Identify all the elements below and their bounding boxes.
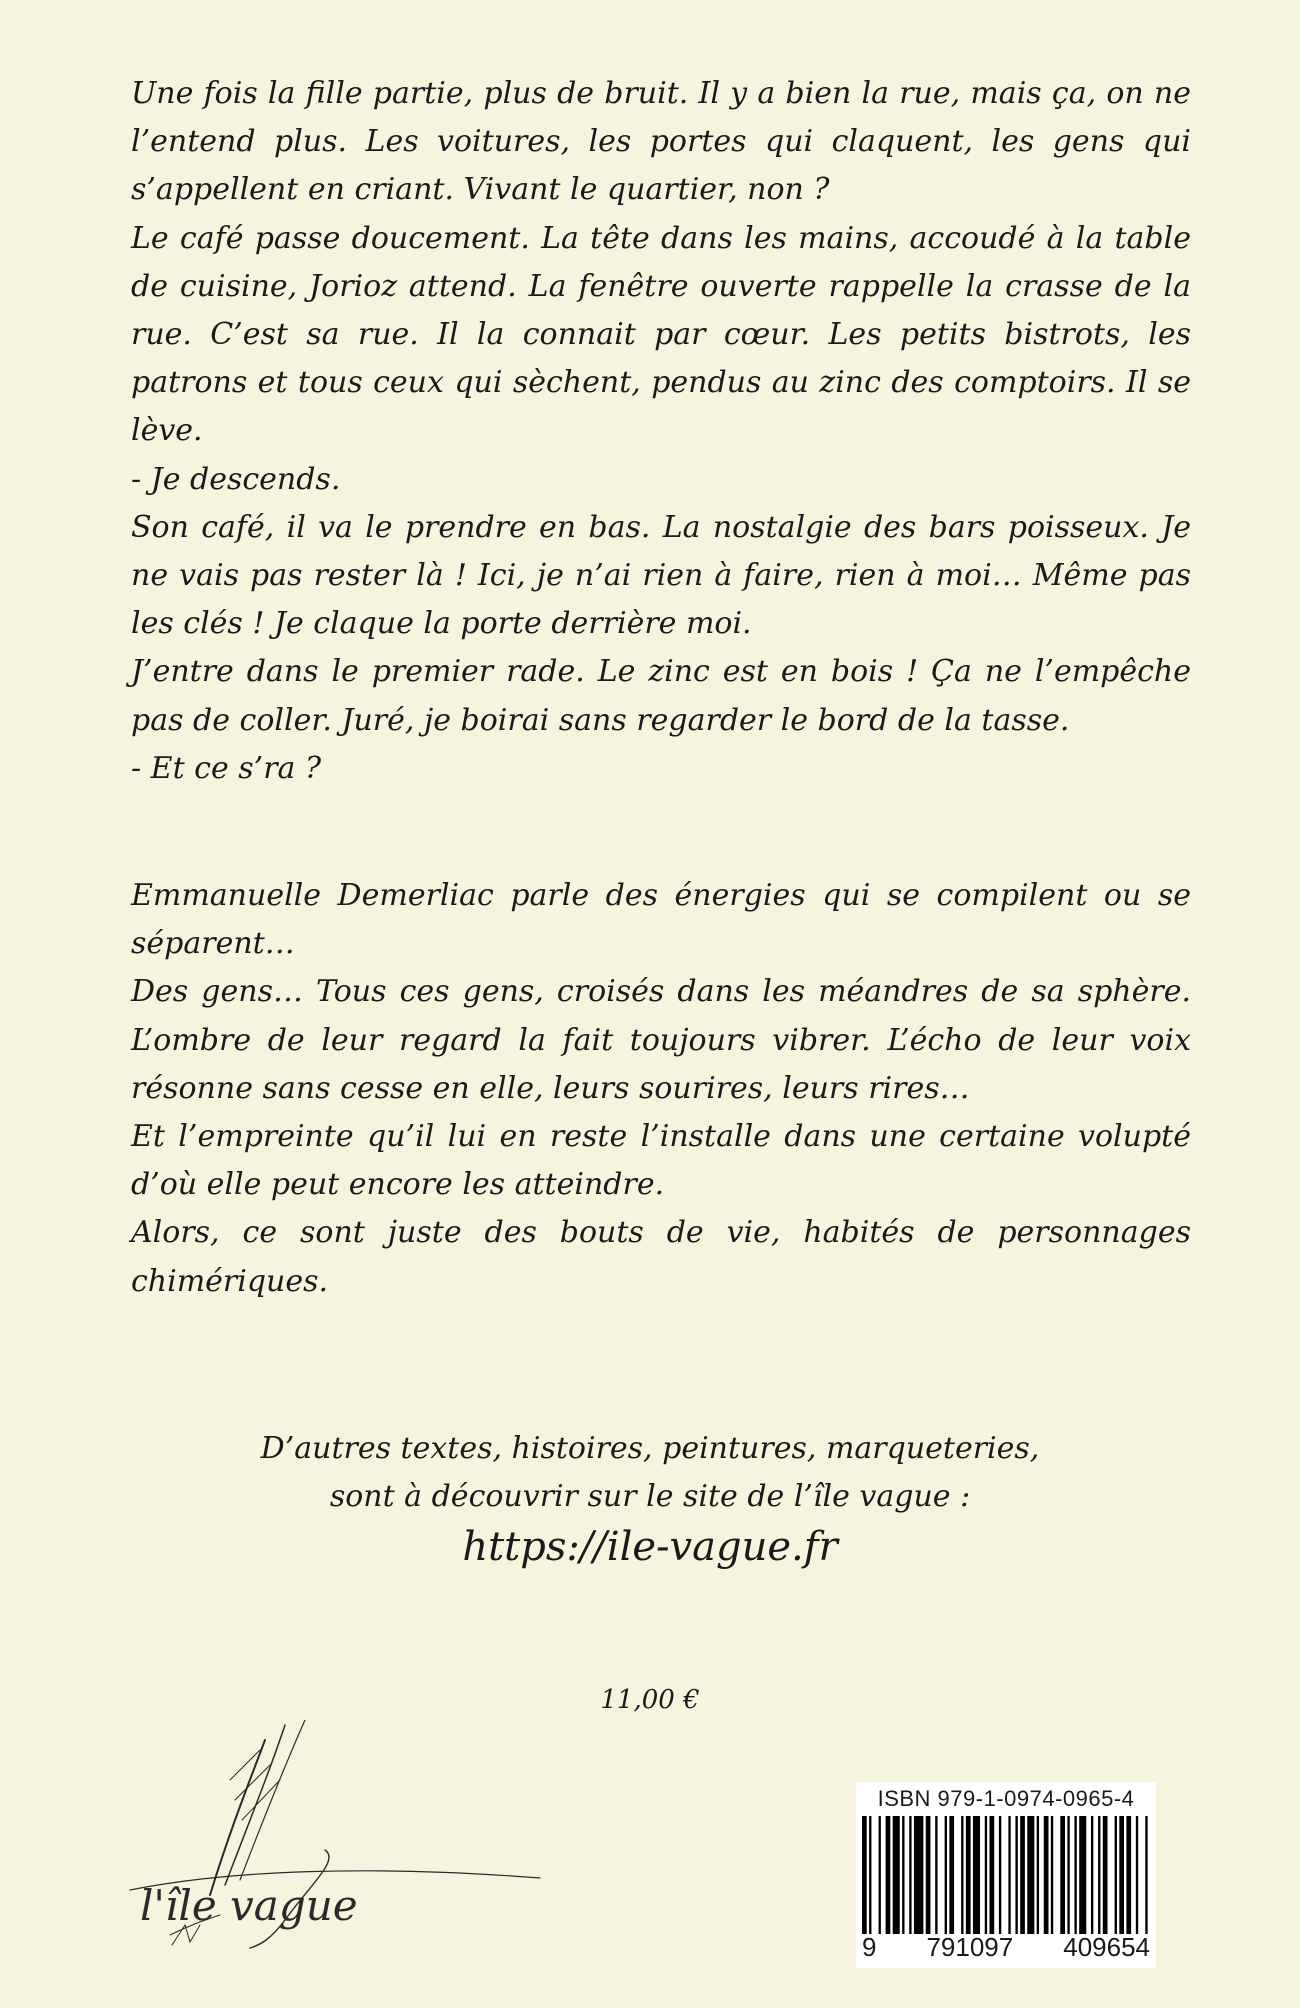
barcode-bar	[869, 1816, 871, 1934]
barcode-bar	[1103, 1816, 1108, 1934]
barcode-bar	[1115, 1816, 1117, 1934]
barcode-bar	[1119, 1816, 1124, 1934]
barcode-bar	[945, 1816, 947, 1934]
barcode-bar	[926, 1816, 931, 1934]
isbn-digit-prefix: 9	[862, 1932, 877, 1962]
barcode-bar	[902, 1816, 904, 1934]
barcode-bar	[1091, 1816, 1093, 1934]
back-cover-excerpt	[131, 70, 1191, 793]
about-paragraph: Emmanuelle Demerliac parle des énergies qui se compilent ou se séparent…	[131, 878, 1191, 962]
author-description	[131, 872, 1191, 1306]
excerpt-paragraph: Son café, il va le prendre en bas. La nostalgie des bars poisseux. Je ne vais pas rester là ! Ici, je n’ai rien à faire, rien à moi… Même pas les clés ! Je claque la porte derrière moi.	[131, 509, 1191, 642]
barcode-bar	[1145, 1816, 1147, 1934]
quill-signature-icon	[110, 1720, 570, 1950]
isbn-digit-group-left: 791097	[926, 1932, 1014, 1962]
barcode-bar	[1067, 1816, 1069, 1934]
barcode-bar	[1098, 1816, 1100, 1934]
barcode-bar	[1044, 1816, 1049, 1934]
barcode-icon	[862, 1816, 1150, 1934]
excerpt-paragraph: - Et ce s’ra ?	[131, 750, 322, 786]
barcode-bar	[1079, 1816, 1086, 1934]
promo-text	[0, 1425, 1300, 1521]
barcode-bar	[1060, 1816, 1065, 1934]
barcode-bar	[1020, 1816, 1025, 1934]
about-paragraph: Des gens… Tous ces gens, croisés dans les méandres de sa sphère. L’ombre de leur regard la fait toujours vibrer. L’écho de leur voix résonne sans cesse en elle, leurs sourires, leurs rires…	[131, 974, 1191, 1106]
barcode-bar	[985, 1816, 987, 1934]
excerpt-paragraph: - Je descends.	[131, 461, 341, 497]
barcode-bar	[886, 1816, 891, 1934]
barcode-bar	[949, 1816, 954, 1934]
excerpt-paragraph: Une fois la fille partie, plus de bruit. Il y a bien la rue, mais ça, on ne l’entend plus. Les voitures, les portes qui claquent, les gens qui s’appellent en criant. Vivant le quartier, non ?	[131, 76, 1191, 208]
barcode-bar	[966, 1816, 971, 1934]
barcode-bar	[893, 1816, 900, 1934]
barcode-bar	[862, 1816, 867, 1934]
barcode-bar	[1126, 1816, 1131, 1934]
logo-text: l'île vague	[140, 1881, 358, 1930]
isbn-digit-group-right: 409654	[1063, 1932, 1150, 1962]
price-label: 11,00 €	[600, 1685, 700, 1715]
website-url: https://ile-vague.fr	[462, 1524, 838, 1570]
barcode-bar	[879, 1816, 881, 1934]
barcode-bar	[989, 1816, 994, 1934]
barcode-bar	[1008, 1816, 1010, 1934]
about-paragraph: Alors, ce sont juste des bouts de vie, habités de personnages chimériques.	[131, 1215, 1191, 1299]
barcode-bar	[961, 1816, 963, 1934]
barcode-bar	[1015, 1816, 1017, 1934]
barcode-bar	[1074, 1816, 1076, 1934]
isbn-digits	[856, 1932, 1156, 1963]
isbn-label: ISBN 979-1-0974-0965-4	[877, 1786, 1135, 1811]
barcode-bar	[914, 1816, 923, 1934]
barcode-bar	[935, 1816, 937, 1934]
excerpt-paragraph: Le café passe doucement. La tête dans les mains, accoudé à la table de cuisine, Jorioz attend. La fenêtre ouverte rappelle la crasse de la rue. C’est sa rue. Il la connait par cœur. Les petits bistrots, les patrons et tous ceux qui sèchent, pendus au zinc des comptoirs. Il se lève.	[131, 220, 1191, 449]
promo-line-1: D’autres textes, histoires, peintures, marqueteries,	[260, 1431, 1040, 1466]
promo-line-2: sont à découvrir sur le site de l’île vague :	[329, 1479, 971, 1514]
barcode-bar	[973, 1816, 980, 1934]
barcode-bar	[1037, 1816, 1039, 1934]
barcode-bar	[1027, 1816, 1034, 1934]
barcode-bar	[999, 1816, 1001, 1934]
about-paragraph: Et l’empreinte qu’il lui en reste l’installe dans une certaine volupté d’où elle peut encore les atteindre.	[131, 1119, 1191, 1203]
barcode-bar	[909, 1816, 911, 1934]
excerpt-paragraph: J’entre dans le premier rade. Le zinc est en bois ! Ça ne l’empêche pas de coller. Juré, je boirai sans regarder le bord de la tasse.	[131, 654, 1191, 738]
barcode-bar	[1051, 1816, 1053, 1934]
isbn-barcode-area	[856, 1782, 1156, 1968]
barcode-bar	[1136, 1816, 1138, 1934]
